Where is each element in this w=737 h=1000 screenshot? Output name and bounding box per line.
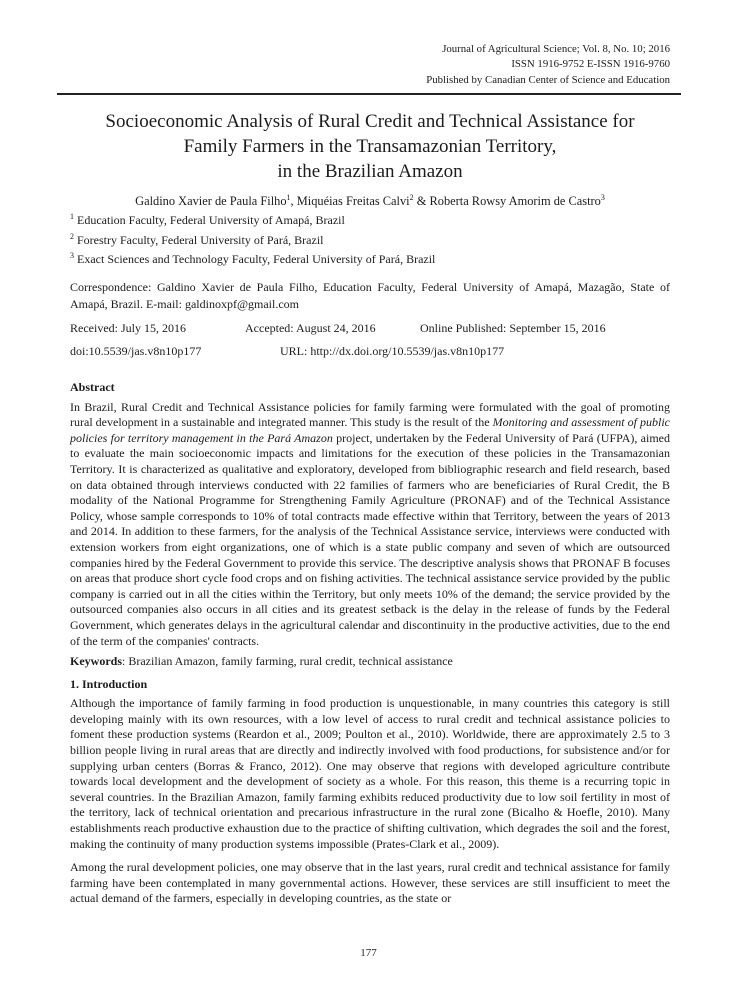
affiliation-2-mark: 2 — [70, 231, 74, 241]
keywords-text: : Brazilian Amazon, family farming, rural credit, technical assistance — [122, 654, 453, 669]
page-footer — [0, 947, 737, 959]
page-number: 177 — [360, 947, 377, 959]
paper-title-line-1: Socioeconomic Analysis of Rural Credit and Technical Assistance for — [105, 111, 635, 132]
doi-url-text: URL: http://dx.doi.org/10.5539/jas.v8n10p177 — [280, 344, 505, 358]
journal-name-line: Journal of Agricultural Science; Vol. 8, No. 10; 2016 — [442, 43, 670, 55]
publisher-line: Published by Canadian Center of Science and Education — [426, 73, 670, 86]
authors-line — [70, 194, 670, 209]
author-1: Galdino Xavier de Paula Filho$^1$, — [135, 192, 297, 208]
affiliation-3-mark: 3 — [70, 251, 74, 260]
online-published-date: Online Published: September 15, 2016 — [420, 321, 606, 335]
affiliation-line-1 — [70, 211, 670, 231]
paper-title-line-2: Family Farmers in the Transamazonian Territory, — [183, 136, 557, 157]
journal-header — [70, 42, 670, 88]
affiliation-line-2 — [70, 231, 670, 251]
received-date: Received: July 15, 2016 — [70, 321, 186, 335]
abstract-paragraph — [70, 400, 670, 650]
abstract-text-part-1: In Brazil, Rural Credit and Technical Assistance policies for family farming were formulated with the goal of promoting rural development in a sustainable and integrated manner. This study is the result of the — [70, 399, 670, 430]
doi-text: doi:10.5539/jas.v8n10p177 — [70, 344, 202, 358]
abstract-text-part-2: project, undertaken by the Federal University of Pará (UFPA), aimed to evaluate the main socioeconomic impacts and limitations for the execution of these policies in the Transamazonian Territory. It is characterized as qualitative and exploratory, developed from bibliographic research and field research, based on data obtained through interviews conducted with 22 families of farmers who are beneficiaries of Rural Credit, the B modality of the National Programme for Strengthening Family Agriculture (PRONAF) and of the Technical Assistance Policy, whose sample corresponds to 10% of total contracts made effective within that Territory, between the years of 2013 and 2014. In addition to these farmers, for the analysis of the Technical Assistance service, interviews were conducted with extension workers from eight organizations, one of which is a state public company and seven of which are outsourced companies hired by the Federal Government to provide this service. The descriptive analysis shows that PRONAF B focuses on areas that produce short cycle food crops and on fishing activities. The technical assistance service provided by the public company is carried out in all the cities within the Territory, but only meets 10% of the demand; the service provided by the outsourced companies also occurs in all cities and its greatest setback is the delay in the release of funds by the Federal Government, which generates delays in the agricultural calendar and discontinuity in the productive activities, due to the end of the term of the companies' contracts. — [70, 430, 670, 648]
keywords-line — [70, 654, 670, 670]
introduction-heading: 1. Introduction — [70, 676, 148, 691]
affiliations-block — [70, 211, 670, 270]
keywords-label: Keywords — [70, 654, 122, 669]
accepted-date: Accepted: August 24, 2016 — [245, 321, 376, 335]
affiliation-3-text: Exact Sciences and Technology Faculty, Federal University of Pará, Brazil — [77, 252, 436, 266]
author-2: Miquéias Freitas Calvi$^2$ & — [296, 192, 430, 208]
correspondence-text: Correspondence: Galdino Xavier de Paula Filho, Education Faculty, Federal University of Amapá, Mazagão, State of Amapá, Brazil. E-mail: galdinoxpf@gmail.com — [70, 280, 670, 312]
issn-line: ISSN 1916-9752 E-ISSN 1916-9760 — [511, 58, 670, 71]
paper-title-line-3: in the Brazilian Amazon — [277, 161, 463, 182]
abstract-heading: Abstract — [70, 380, 115, 394]
abstract-project-title-italic: Monitoring and assessment of public policies for territory management in the Pará Amazon — [70, 415, 671, 445]
affiliation-line-3 — [70, 250, 670, 270]
article-body — [70, 380, 670, 907]
introduction-paragraph-1: Although the importance of family farming in food production is unquestionable, in many countries this category is still developing mainly with its own resources, with a low level of access to rural credit and technical assistance policies to foment these production systems (Reardon et al., 2009; Poulton et al., 2010). Worldwide, there are approximately 2.5 to 3 billion people living in rural areas that are directly and indirectly involved with food productions, for subsistence and/or for supplying urban centers (Borras & Franco, 2012). One may observe that regions with developed agriculture contribute towards local development and the development of society as a whole. For this reason, this theme is a recurring topic in several countries. In the Brazilian Amazon, family farming exhibits reduced productivity due to low soil fertility in most of the territory, lack of technical orientation and precarious infrastructure in the rural zone (Bicalho & Hoefle, 2010). Many establishments reach productive exhaustion due to the practice of shifting cultivation, which degrades the soil and the forest, making the continuity of many production systems impossible (Prates-Clark et al., 2009). — [70, 696, 670, 851]
author-1-affiliation-mark: 1 — [286, 192, 291, 202]
introduction-paragraph-2: Among the rural development policies, one may observe that in the last years, rural credit and technical assistance for family farming have been contemplated in many governmental actions. However, these services are still insufficient to meet the actual demand of the farmers, especially in developing countries, as the state or — [70, 860, 670, 906]
publication-meta — [70, 321, 670, 367]
affiliation-1-text: Education Faculty, Federal University of Amapá, Brazil — [77, 213, 345, 227]
author-separator: , — [290, 194, 297, 208]
author-separator: & — [413, 194, 430, 208]
paper-title — [70, 109, 670, 184]
author-3-affiliation-mark: 3 — [600, 192, 605, 202]
affiliation-1-mark: 1 — [70, 212, 74, 221]
header-divider — [57, 93, 681, 95]
author-3: Roberta Rowsy Amorim de Castro$^3$ — [429, 192, 605, 208]
affiliation-2-text: Forestry Faculty, Federal University of Pará, Brazil — [77, 232, 324, 247]
author-2-affiliation-mark: 2 — [409, 192, 414, 202]
